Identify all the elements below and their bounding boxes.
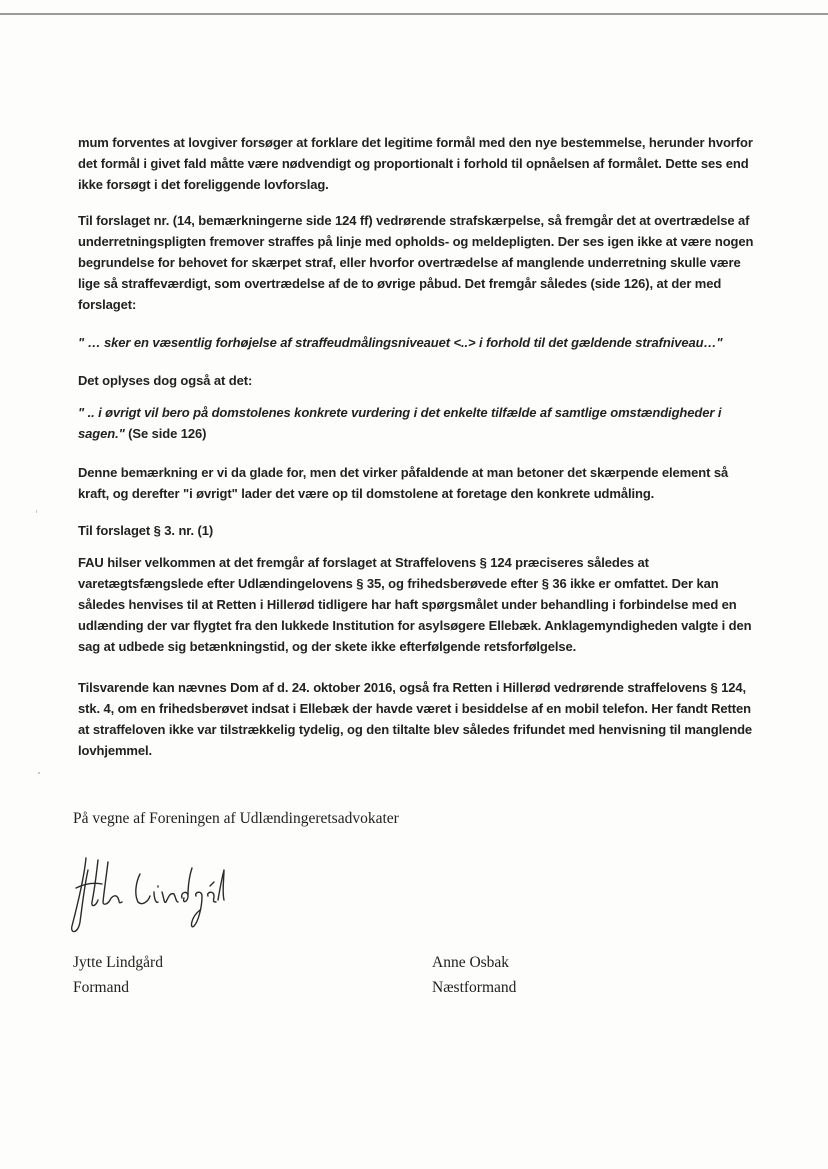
signatory-right-title: Næstformand xyxy=(432,979,517,996)
signatory-left xyxy=(73,950,163,1000)
scan-speck xyxy=(36,510,37,513)
closing-line: På vegne af Foreningen af Udlændingeretsadvokater xyxy=(73,810,399,827)
scan-speck xyxy=(38,772,40,774)
paragraph-proportionality: mum forventes at lovgiver forsøger at forklare det legitime formål med den nye bestemmelse, herunder hvorfor det formål i givet fald måtte være nødvendigt og proportionalt i forhold til opnåelsen af formålet. Dette ses end ikke forsøgt i det foreliggende lovforslag. xyxy=(78,135,753,192)
section-heading-paragraph-3: Til forslaget § 3. nr. (1) xyxy=(78,523,214,538)
handwritten-signature xyxy=(58,848,228,938)
signatory-right-name: Anne Osbak xyxy=(432,954,510,971)
signatory-left-title: Formand xyxy=(73,979,129,996)
paragraph-oplyses: Det oplyses dog også at det: xyxy=(78,373,253,388)
quote-strafniveau: " … sker en væsentlig forhøjelse af straffeudmålingsniveauet <..> i forhold til det gældende strafniveau…" xyxy=(78,335,723,350)
quote-domstolene-text: " .. i øvrigt vil bero på domstolenes konkrete vurdering i det enkelte tilfælde af samtlige omstændigheder i sagen." xyxy=(78,405,722,441)
signatory-left-name: Jytte Lindgård xyxy=(73,954,163,971)
page-top-edge xyxy=(0,13,828,15)
paragraph-dom-hilleroed: Tilsvarende kan nævnes Dom af d. 24. oktober 2016, også fra Retten i Hillerød vedrørende straffelovens § 124, stk. 4, om en frihedsberøvet indsat i Ellebæk der havde været i besiddelse af en mobil telefon. Her fandt Retten at straffeloven ikke var tilstrækkelig tydelig, og den tiltalte blev således frifundet med henvisning til manglende lovhjemmel. xyxy=(78,680,753,758)
paragraph-fau-velkommen: FAU hilser velkommen at det fremgår af forslaget at Straffelovens § 124 præciseres således at varetægtsfængslede efter Udlændingelovens § 35, og frihedsberøvede efter § 36 ikke er omfattet. Der kan således henvises til at Retten i Hillerød tidligere har haft spørgsmålet under behandling i forbindelse med en udlænding der var flygtet fra den lukkede Institution for asylsøgere Ellebæk. Anklagemyndigheden valgte i den sag at udbede sig betænkningstid, og der skete ikke efterfølgende retsforfølgelse. xyxy=(78,555,752,654)
quote-domstolene-reference: (Se side 126) xyxy=(124,426,207,441)
paragraph-strafskaerpelse: Til forslaget nr. (14, bemærkningerne side 124 ff) vedrørende strafskærpelse, så fremgår det at overtrædelse af underretningspligten fremover straffes på linje med opholds- og meldepligten. Der ses igen ikke at være nogen begrundelse for behovet for skærpet straf, eller hvorfor overtrædelse af manglende underretning skulle være lige så straffeværdigt, som overtrædelse af de to øvrige påbud. Det fremgår således (side 126), at der med forslaget: xyxy=(78,213,754,312)
signatory-right xyxy=(432,950,516,1000)
quote-domstolene xyxy=(78,402,754,444)
paragraph-bemaerkning: Denne bemærkning er vi da glade for, men det virker påfaldende at man betoner det skærpende element så kraft, og derefter "i øvrigt" lader det være op til domstolene at foretage den konkrete udmåling. xyxy=(78,465,729,501)
